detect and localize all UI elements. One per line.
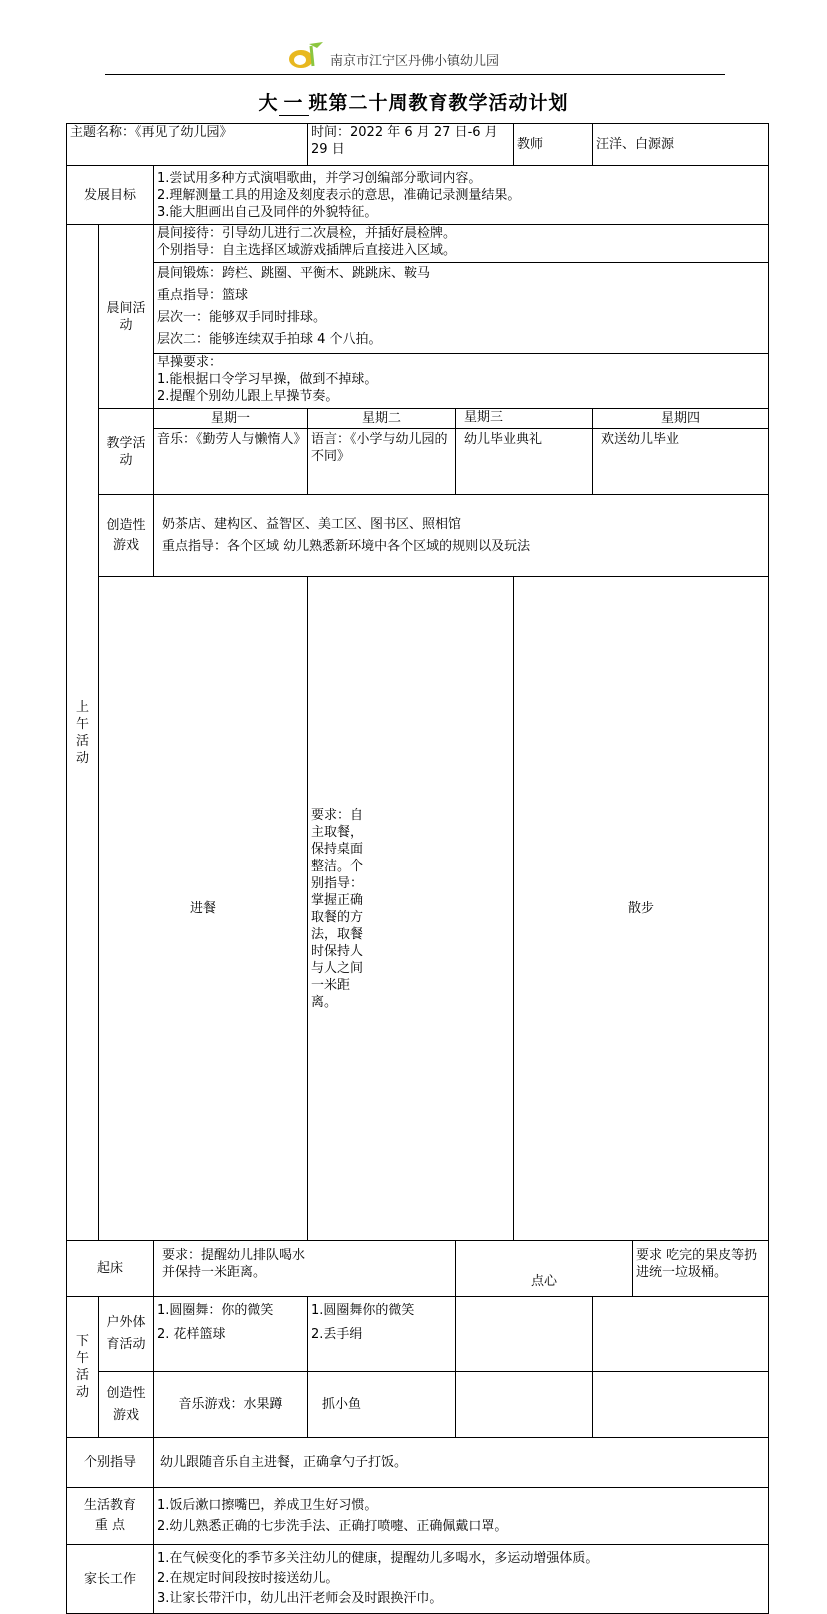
day-thu: 星期四	[593, 409, 769, 429]
drill-content: 早操要求： 1.能根据口令学习早操，做到不掉球。 2.提醒个别幼儿跟上早操节奏。	[154, 354, 769, 409]
wake-label: 起床	[67, 1241, 154, 1297]
snack-label: 点心	[456, 1241, 633, 1297]
life-label: 生活教育重 点	[67, 1488, 154, 1545]
school-logo-icon	[287, 40, 327, 70]
morning-creative-content: 奶茶店、建构区、益智区、美工区、图书区、照相馆 重点指导：各个区域 幼儿熟悉新环境中各个区域的规则以及玩法	[154, 495, 769, 577]
teaching-thu: 欢送幼儿毕业	[593, 429, 769, 495]
exercise-row	[67, 263, 769, 354]
goals-content: 1.尝试用多种方式演唱歌曲，并学习创编部分歌词内容。 2.理解测量工具的用途及刻度表示的意思，准确记录测量结果。 3.能大胆画出自己及同伴的外貌特征。	[154, 166, 769, 225]
page-header	[105, 44, 725, 76]
life-row	[67, 1488, 769, 1545]
family-content: 1.在气候变化的季节多关注幼儿的健康，提醒幼儿多喝水，多运动增强体质。 2.在规定时间段按时接送幼儿。 3.让家长带汗巾，幼儿出汗老师会及时跟换汗巾。	[154, 1545, 769, 1614]
life-content: 1.饭后漱口擦嘴巴，养成卫生好习惯。 2.幼儿熟悉正确的七步洗手法、正确打喷嚏、正确佩戴口罩。	[154, 1488, 769, 1545]
individual-row	[67, 1438, 769, 1488]
morning-creative-label: 创造性游戏	[99, 495, 154, 577]
wake-content: 要求：提醒幼儿排队喝水并保持一米距离。	[154, 1241, 456, 1297]
afternoon-label: 下午活动	[67, 1297, 99, 1438]
teaching-tue: 语言：《小学与幼儿园的不同》	[308, 429, 456, 495]
reception-row	[67, 225, 769, 263]
teaching-wed: 幼儿毕业典礼	[456, 429, 593, 495]
family-label: 家长工作	[67, 1545, 154, 1614]
family-row	[67, 1545, 769, 1614]
weekday-row	[67, 409, 769, 429]
exercise-content: 晨间锻炼：跨栏、跳圈、平衡木、跳跳床、鞍马 重点指导：篮球 层次一：能够双手同时排球。 层次二：能够连续双手拍球 4 个八拍。	[154, 263, 769, 354]
theme-name: 主题名称：《再见了幼儿园》	[67, 124, 308, 166]
afternoon-creative-wed	[456, 1372, 593, 1438]
outdoor-mon: 1.圆圈舞：你的微笑 2. 花样篮球	[154, 1297, 308, 1372]
teacher-names: 汪洋、白源源	[593, 124, 769, 166]
snack-content: 要求 吃完的果皮等扔进统一垃圾桶。	[633, 1241, 769, 1297]
outdoor-label: 户外体育活动	[99, 1297, 154, 1372]
wake-row	[67, 1241, 769, 1297]
afternoon-creative-row	[67, 1372, 769, 1438]
theme-row	[67, 124, 769, 166]
teacher-label: 教师	[514, 124, 593, 166]
reception-content: 晨间接待：引导幼儿进行二次晨检，并插好晨检牌。 个别指导：自主选择区域游戏插牌后直接进入区域。	[154, 225, 769, 263]
day-wed: 星期三	[456, 409, 593, 429]
drill-row	[67, 354, 769, 409]
meal-label: 进餐	[99, 577, 308, 1241]
morning-label: 上午活动	[67, 225, 99, 1241]
teaching-row	[67, 429, 769, 495]
morning-creative-row	[67, 495, 769, 577]
page-title: 大 一 班第二十周教育教学活动计划	[0, 88, 827, 116]
plan-table	[66, 123, 769, 1614]
theme-time: 时间：2022 年 6 月 27 日-6 月 29 日	[308, 124, 514, 166]
individual-label: 个别指导	[67, 1438, 154, 1488]
goals-row	[67, 166, 769, 225]
meal-row	[67, 577, 769, 1241]
afternoon-creative-thu	[593, 1372, 769, 1438]
walk-label: 散步	[514, 577, 769, 1241]
meal-content: 要求：自主取餐，保持桌面整洁。个别指导：掌握正确取餐的方法，取餐时保持人与人之间一米距离。	[308, 577, 514, 1241]
morning-activity-label: 晨间活动	[99, 225, 154, 409]
outdoor-wed	[456, 1297, 593, 1372]
goals-label: 发展目标	[67, 166, 154, 225]
header-divider	[105, 74, 725, 75]
individual-content: 幼儿跟随音乐自主进餐，正确拿勺子打饭。	[154, 1438, 769, 1488]
afternoon-creative-label: 创造性游戏	[99, 1372, 154, 1438]
day-mon: 星期一	[154, 409, 308, 429]
day-tue: 星期二	[308, 409, 456, 429]
afternoon-creative-tue: 抓小鱼	[308, 1372, 456, 1438]
teaching-mon: 音乐：《勤劳人与懒惰人》	[154, 429, 308, 495]
outdoor-row	[67, 1297, 769, 1372]
school-name: 南京市江宁区丹佛小镇幼儿园	[330, 54, 500, 69]
outdoor-tue: 1.圆圈舞你的微笑 2.丢手绢	[308, 1297, 456, 1372]
teaching-label: 教学活动	[99, 409, 154, 495]
outdoor-thu	[593, 1297, 769, 1372]
afternoon-creative-mon: 音乐游戏：水果蹲	[154, 1372, 308, 1438]
